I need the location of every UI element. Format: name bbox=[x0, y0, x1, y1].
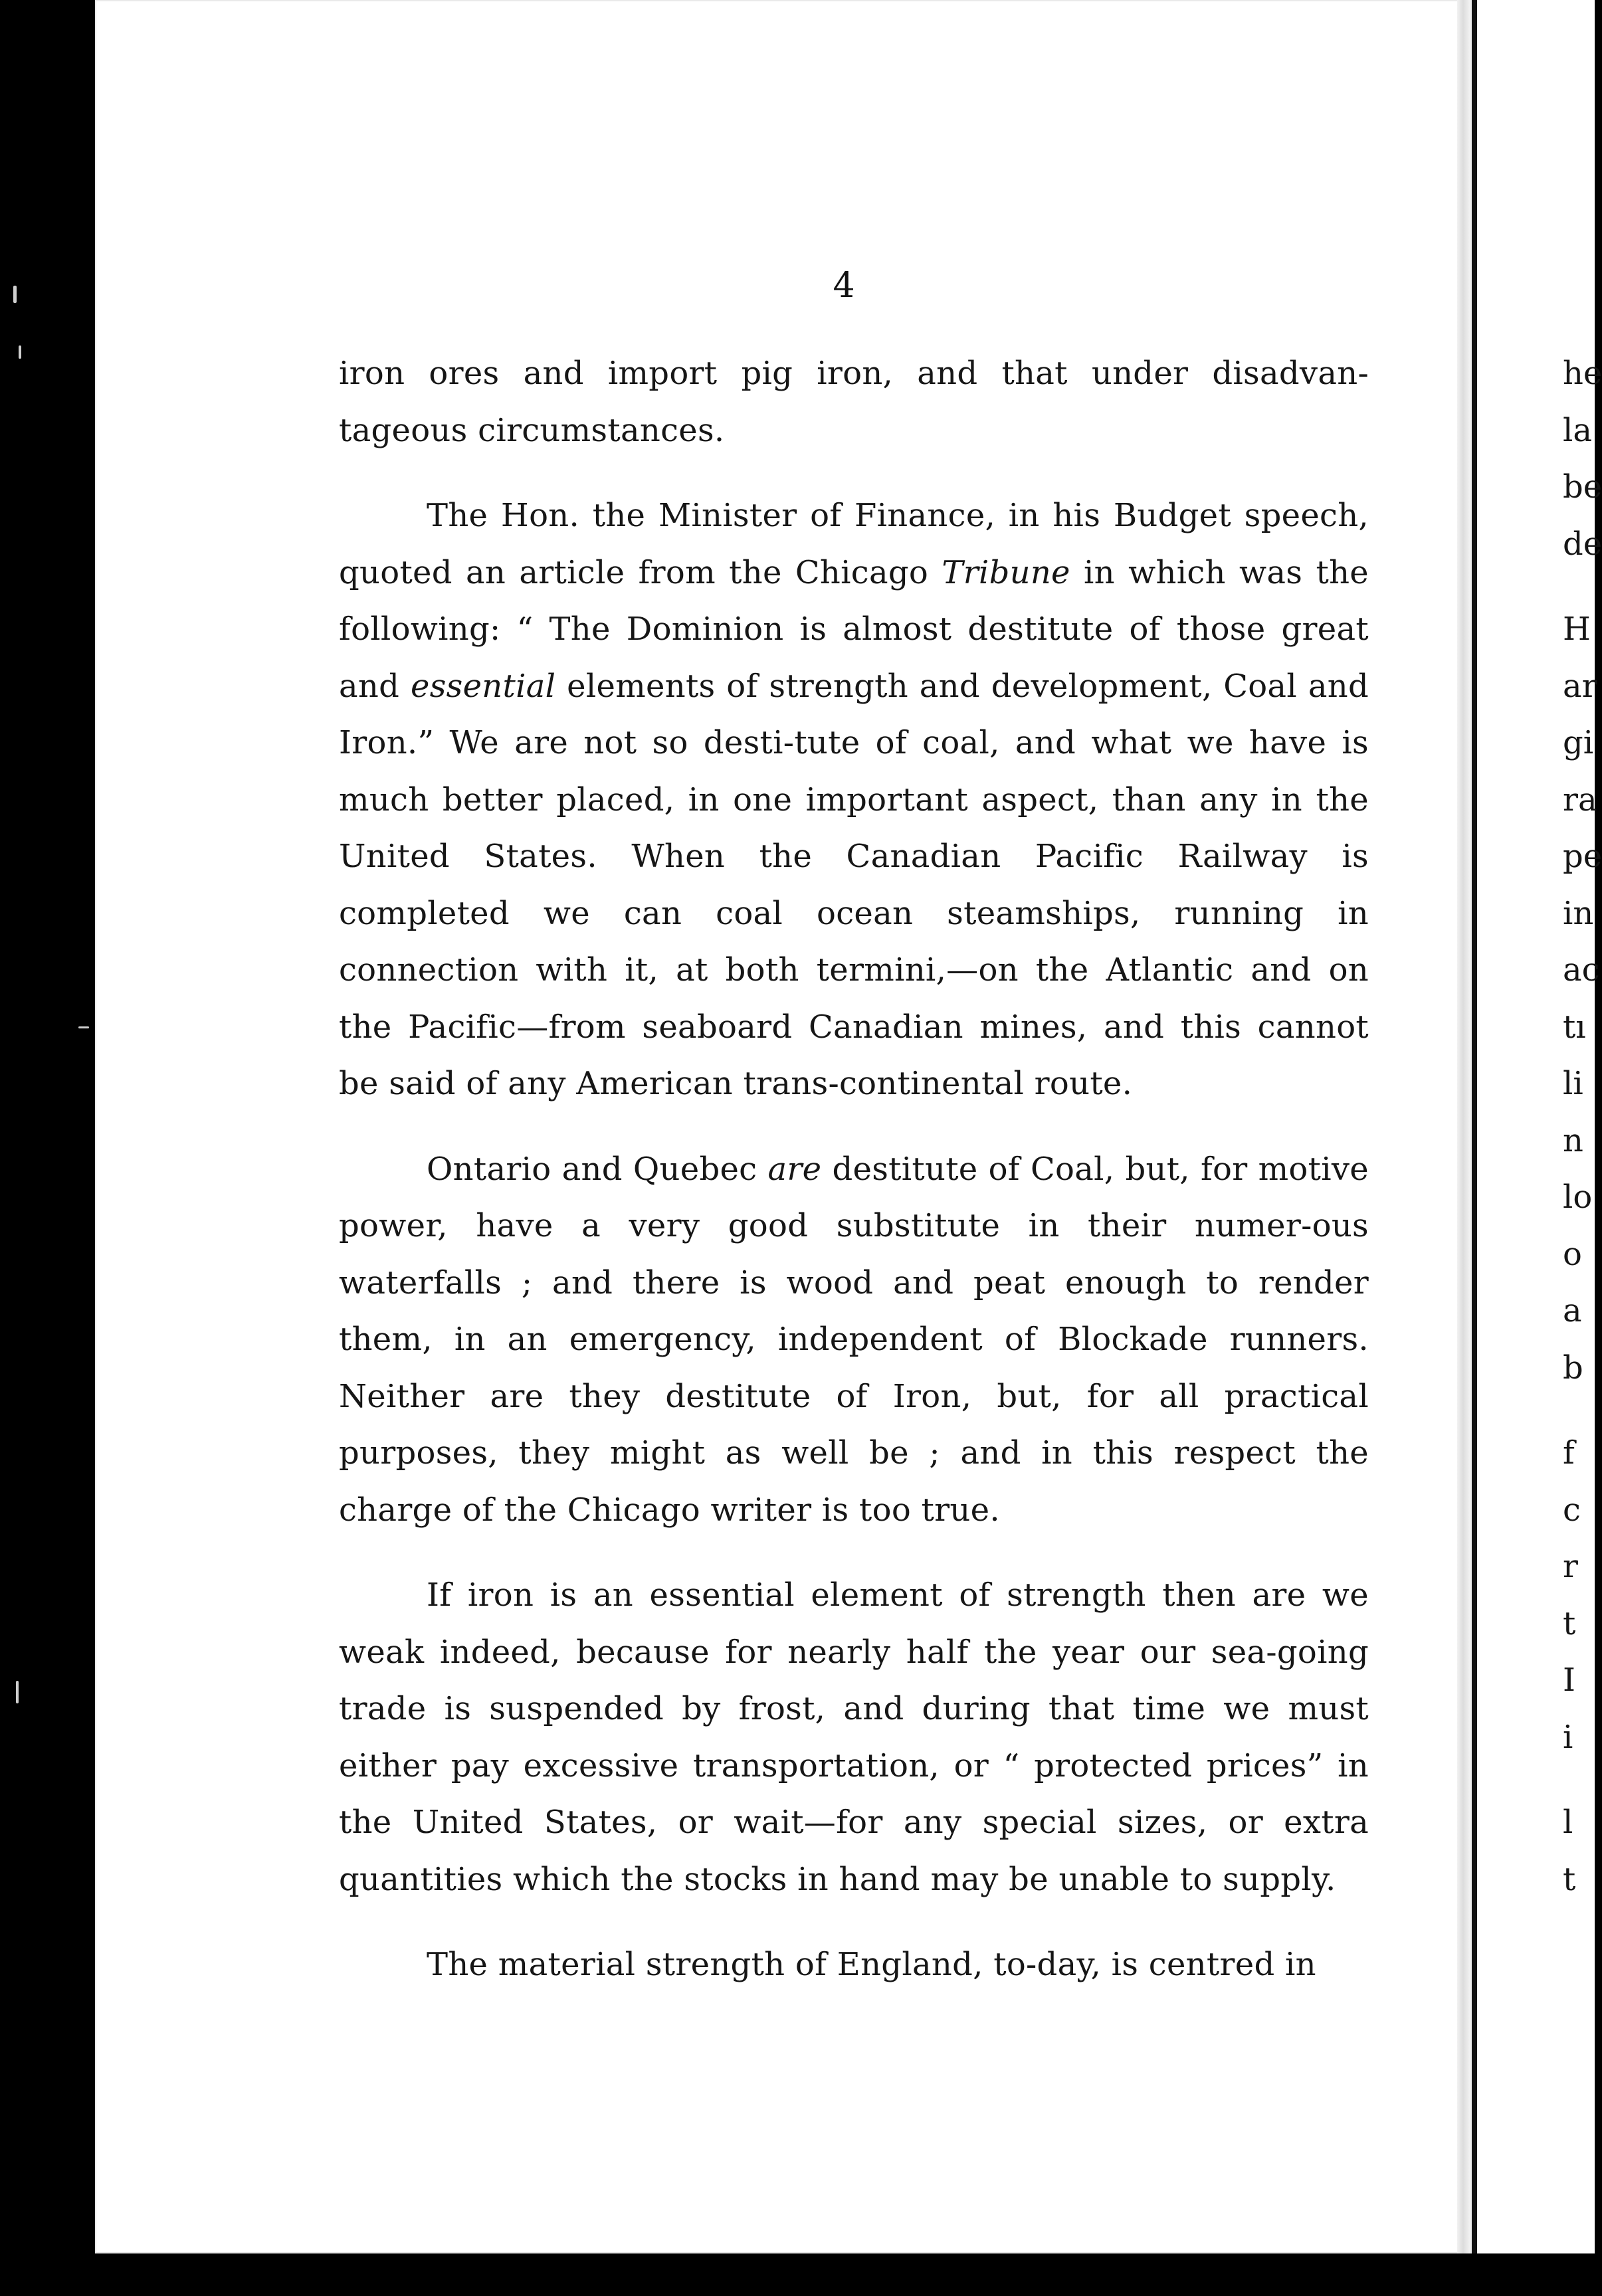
page-number: 4 bbox=[833, 266, 855, 306]
adjacent-line-fragment: b bbox=[1563, 1349, 1583, 1387]
adjacent-line-fragment: de bbox=[1563, 525, 1602, 563]
adjacent-line-fragment: I bbox=[1563, 1662, 1575, 1699]
adjacent-line-fragment: t bbox=[1563, 1604, 1576, 1642]
paragraph bbox=[339, 488, 1369, 1113]
paragraph-text: iron ores and import pig iron, and that under disadvan-tageous circumstances. bbox=[339, 355, 1369, 449]
adjacent-line-fragment: H bbox=[1563, 611, 1591, 648]
paragraph-text: The material strength of England, to-day, is centred in bbox=[427, 1946, 1316, 1983]
paragraph-text: Ontario and Quebec bbox=[427, 1150, 768, 1188]
paragraph-text: The Hon. the Minister of Finance, in his Budget speech, quoted an article from the Chicago bbox=[339, 497, 1369, 591]
adjacent-line-fragment: i bbox=[1563, 1718, 1573, 1756]
adjacent-line-fragment: ac bbox=[1563, 951, 1600, 989]
scan-artifact bbox=[13, 286, 17, 303]
adjacent-line-fragment: he bbox=[1563, 355, 1602, 392]
paragraph bbox=[339, 1567, 1369, 1908]
adjacent-line-fragment: in bbox=[1563, 894, 1594, 932]
adjacent-line-fragment: t bbox=[1563, 1860, 1576, 1898]
paragraph-text: elements of strength and development, Coal and Iron.” We are not so desti-tute of coal, and what we have is much better placed, in one important aspect, than any in the United States. When the Canadian Pacific Railway is completed we can coal ocean steamships, running in connection with it, at both termini,—on the Atlantic and on the Pacific—from seaboard Canadian mines, and this cannot be said of any American trans-continental route. bbox=[339, 667, 1369, 1102]
adjacent-line-fragment: lo bbox=[1563, 1179, 1593, 1216]
adjacent-line-fragment: n bbox=[1563, 1121, 1583, 1159]
paragraph-gap bbox=[1563, 1396, 1595, 1425]
adjacent-line-fragment: r bbox=[1563, 1548, 1578, 1585]
adjacent-line-fragment: ar bbox=[1563, 667, 1597, 705]
adjacent-line-fragment: l bbox=[1563, 1804, 1573, 1841]
adjacent-line-fragment: ra bbox=[1563, 781, 1597, 818]
adjacent-line-fragment: c bbox=[1563, 1491, 1581, 1529]
adjacent-line-fragment: gi bbox=[1563, 724, 1594, 761]
paragraph-text: If iron is an essential element of strength then are we weak indeed, because for nearly half the year our sea-going trade is suspended by frost, and during that time we must either pay excessive transportation, or “ protected prices” in the United States, or wait—for any special sizes, or extra quantities which the stocks in hand may be unable to supply. bbox=[339, 1577, 1369, 1898]
scan-artifact bbox=[78, 1026, 89, 1028]
body-text bbox=[339, 345, 1369, 1994]
italic-text: Tribune bbox=[942, 553, 1070, 591]
page-gutter bbox=[1457, 0, 1470, 2253]
adjacent-line-fragment: f bbox=[1563, 1434, 1575, 1472]
paragraph bbox=[339, 1937, 1369, 1994]
adjacent-line-fragment: tı bbox=[1563, 1008, 1586, 1046]
paragraph-text: destitute of Coal, but, for motive power, have a very good substitute in their numer-ous waterfalls ; and there is wood and peat enough to render them, in an emergency, independent of Blockade runners. Neither are they destitute of Iron, but, for all practical purposes, they might as well be ; and in this respect the charge of the Chicago writer is too true. bbox=[339, 1150, 1369, 1529]
scan-artifact bbox=[19, 345, 21, 359]
binding-shadow bbox=[1472, 0, 1477, 2253]
paragraph-gap bbox=[1563, 1766, 1595, 1794]
adjacent-page-text bbox=[1563, 345, 1602, 1908]
adjacent-line-fragment: pe bbox=[1563, 838, 1602, 875]
adjacent-line-fragment: be bbox=[1563, 468, 1602, 506]
adjacent-line-fragment: li bbox=[1563, 1065, 1583, 1102]
adjacent-line-fragment: o bbox=[1563, 1235, 1582, 1273]
paragraph-gap bbox=[1563, 573, 1595, 601]
adjacent-line-fragment: la bbox=[1563, 411, 1592, 449]
italic-text: are bbox=[767, 1150, 822, 1188]
paragraph-text: in which was the following: “ The Dominion is almost destitute of those great and bbox=[339, 553, 1369, 705]
paragraph bbox=[339, 345, 1369, 459]
scan-artifact bbox=[16, 1681, 19, 1703]
italic-text: essential bbox=[411, 667, 556, 705]
paragraph bbox=[339, 1141, 1369, 1539]
adjacent-line-fragment: a bbox=[1563, 1292, 1582, 1329]
